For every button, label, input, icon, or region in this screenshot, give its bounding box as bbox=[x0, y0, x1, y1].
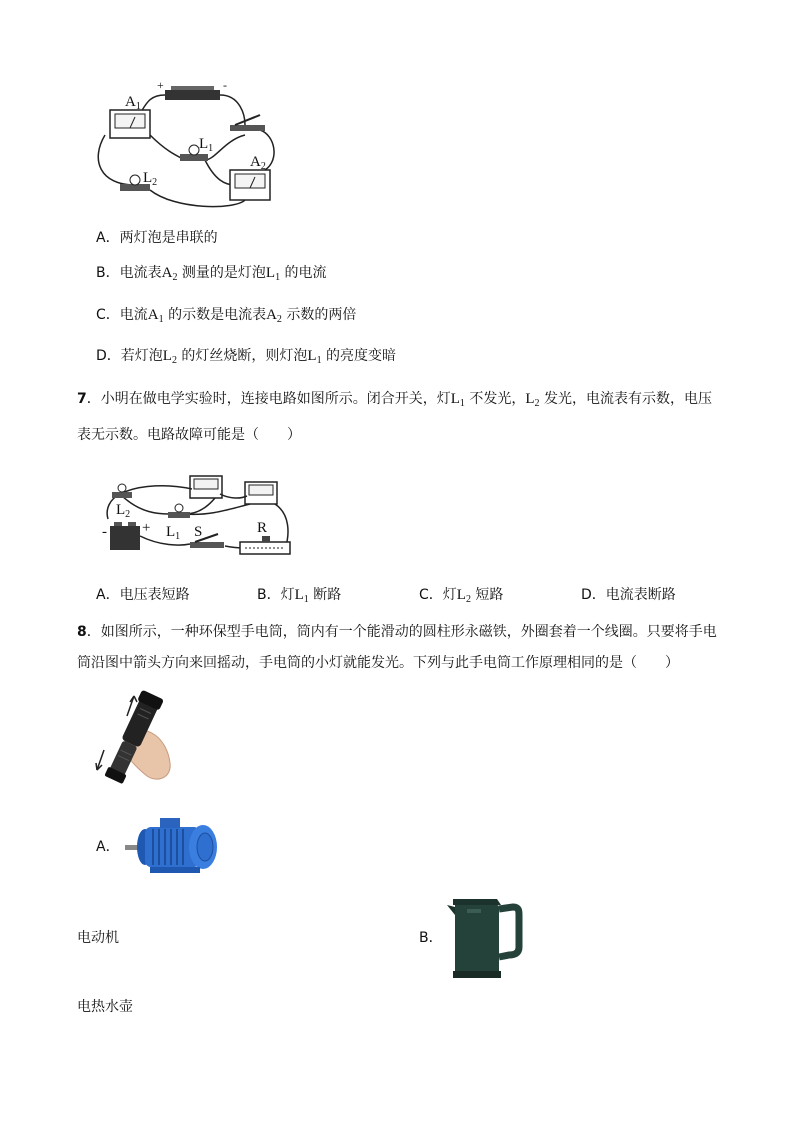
q7-l2-label: $L_2$ bbox=[116, 502, 131, 520]
q7-option-b[interactable]: B．灯$L_1$ 断路 bbox=[257, 587, 342, 605]
battery-plus-label: + bbox=[157, 78, 164, 92]
ammeter-a2-label: $A_2$ bbox=[250, 154, 266, 172]
q7-stem-line1: 7．小明在做电学实验时，连接电路如图所示。闭合开关，灯$L_1$ 不发光，$L_2$ 发光，电流表有示数，电压 bbox=[77, 391, 712, 409]
q8-stem-line2: 筒沿图中箭头方向来回摇动，手电筒的小灯就能发光。下列与此手电筒工作原理相同的是（ ） bbox=[77, 655, 679, 671]
q7-battery-plus: + bbox=[142, 520, 151, 536]
q7-option-c[interactable]: C．灯$L_2$ 短路 bbox=[419, 587, 504, 605]
electric-motor-image[interactable] bbox=[125, 813, 220, 878]
electric-kettle-drawing bbox=[447, 895, 523, 980]
lamp-l1-label: $L_1$ bbox=[199, 136, 214, 154]
q8-stem-line1: 8．如图所示，一种环保型手电筒，筒内有一个能滑动的圆柱形永磁铁，外圈套着一个线圈。只要将手电 bbox=[77, 624, 717, 640]
q7-battery-minus: - bbox=[102, 524, 107, 540]
q7-switch-label: S bbox=[194, 524, 203, 540]
electric-kettle-image[interactable] bbox=[447, 895, 523, 980]
q7-l1-label: $L_1$ bbox=[166, 524, 181, 542]
q7-circuit-figure bbox=[100, 474, 295, 564]
electric-motor-drawing bbox=[125, 813, 220, 878]
battery-minus-label: - bbox=[223, 78, 227, 92]
q7-stem-line2: 表无示数。电路故障可能是（ ） bbox=[77, 427, 301, 443]
q8-option-a-caption: 电动机 bbox=[77, 930, 119, 946]
q6-option-d[interactable]: D．若灯泡$L_2$ 的灯丝烧断，则灯泡$L_1$ 的亮度变暗 bbox=[96, 348, 397, 366]
q7-rheostat-label: R bbox=[257, 520, 268, 536]
flashlight-drawing bbox=[92, 688, 182, 793]
flashlight-shaking-image bbox=[92, 688, 182, 793]
q6-option-b[interactable]: B．电流表$A_2$ 测量的是灯泡$L_1$ 的电流 bbox=[96, 265, 327, 283]
q6-circuit-drawing bbox=[95, 80, 285, 215]
q6-option-c[interactable]: C．电流$A_1$ 的示数是电流表$A_2$ 示数的两倍 bbox=[96, 307, 357, 325]
lamp-l2-label: $L_2$ bbox=[143, 170, 158, 188]
q7-option-a[interactable]: A．电压表短路 bbox=[96, 587, 190, 603]
q6-circuit-figure bbox=[95, 80, 285, 215]
q6-option-a[interactable]: A．两灯泡是串联的 bbox=[96, 230, 218, 246]
q8-option-b-label[interactable]: B． bbox=[419, 930, 443, 946]
ammeter-a1-label: $A_1$ bbox=[125, 94, 141, 112]
q8-option-b-caption: 电热水壶 bbox=[77, 999, 133, 1015]
q7-option-d[interactable]: D．电流表断路 bbox=[581, 587, 676, 603]
q8-option-a-label[interactable]: A． bbox=[96, 839, 120, 855]
